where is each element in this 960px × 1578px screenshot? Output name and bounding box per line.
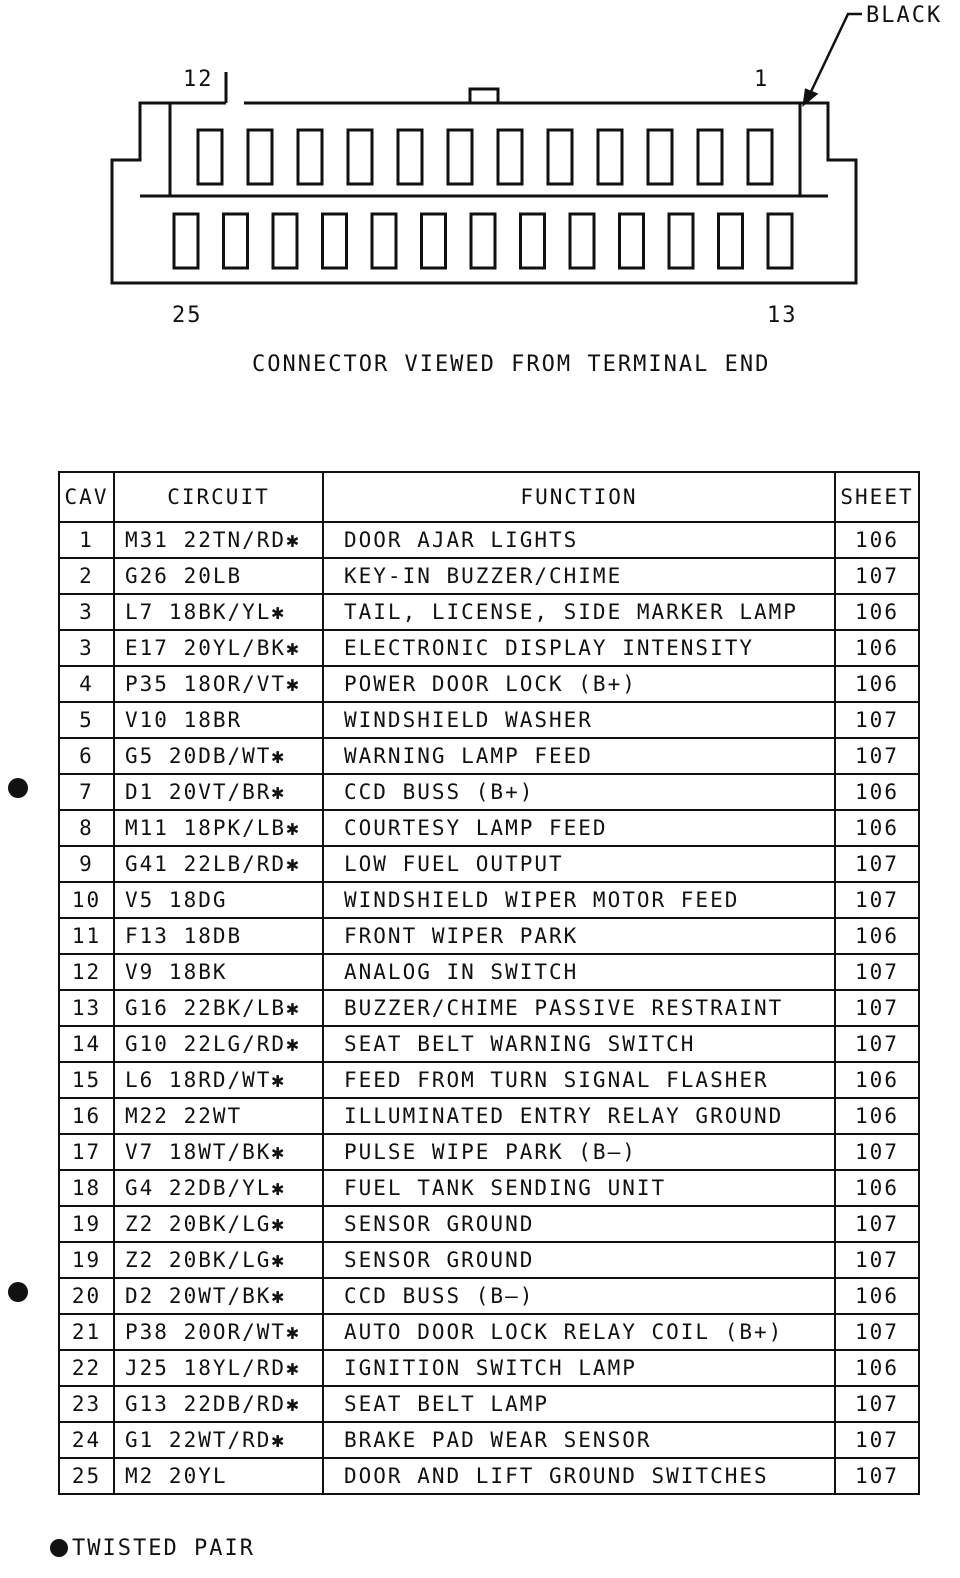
cell-function: FRONT WIPER PARK [323,918,835,954]
cell-sheet: 107 [835,1026,919,1062]
bottom-row-cavities [174,214,792,268]
table-row [59,630,919,666]
bottom-cavity [620,214,644,268]
cell-circuit: P38 20OR/WT✱ [114,1314,323,1350]
table-row [59,1350,919,1386]
cell-cav: 19 [59,1206,114,1242]
connector-color-label: BLACK [866,3,943,28]
cell-function: PULSE WIPE PARK (B–) [323,1134,835,1170]
cell-function: CCD BUSS (B–) [323,1278,835,1314]
cell-circuit: M2 20YL [114,1458,323,1494]
cell-function: ANALOG IN SWITCH [323,954,835,990]
cell-circuit: D1 20VT/BR✱ [114,774,323,810]
cell-function: SEAT BELT LAMP [323,1386,835,1422]
table-header-row [59,472,919,522]
bottom-cavity [323,214,347,268]
cell-sheet: 106 [835,918,919,954]
cell-sheet: 107 [835,1242,919,1278]
cell-circuit: L7 18BK/YL✱ [114,594,323,630]
top-cavity [398,130,422,184]
cell-cav: 2 [59,558,114,594]
cell-circuit: G1 22WT/RD✱ [114,1422,323,1458]
cell-sheet: 107 [835,1206,919,1242]
cell-circuit: M11 18PK/LB✱ [114,810,323,846]
table-row [59,666,919,702]
cell-circuit: M31 22TN/RD✱ [114,522,323,558]
connector-diagram [0,0,960,400]
header-sheet: SHEET [835,472,919,522]
cell-cav: 7 [59,774,114,810]
bottom-cavity [422,214,446,268]
cell-sheet: 106 [835,774,919,810]
cell-function: ELECTRONIC DISPLAY INTENSITY [323,630,835,666]
cell-circuit: G13 22DB/RD✱ [114,1386,323,1422]
table-row [59,1026,919,1062]
table-row [59,1170,919,1206]
top-cavity [748,130,772,184]
table-row [59,1242,919,1278]
legend [50,1536,255,1561]
table-row [59,1314,919,1350]
bottom-cavity [719,214,743,268]
pinout-table [58,471,920,1495]
cell-sheet: 106 [835,1278,919,1314]
cell-cav: 10 [59,882,114,918]
bottom-cavity [273,214,297,268]
cell-cav: 20 [59,1278,114,1314]
cell-sheet: 107 [835,1314,919,1350]
top-cavity [598,130,622,184]
cell-function: COURTESY LAMP FEED [323,810,835,846]
cell-function: BUZZER/CHIME PASSIVE RESTRAINT [323,990,835,1026]
cell-circuit: V5 18DG [114,882,323,918]
cell-cav: 9 [59,846,114,882]
pin-label-13: 13 [767,303,798,328]
top-row-cavities [198,130,772,184]
cell-sheet: 107 [835,882,919,918]
table-row [59,1062,919,1098]
bottom-cavity [224,214,248,268]
cell-cav: 17 [59,1134,114,1170]
cell-function: ILLUMINATED ENTRY RELAY GROUND [323,1098,835,1134]
cell-circuit: P35 18OR/VT✱ [114,666,323,702]
pin-label-25: 25 [172,303,203,328]
cell-cav: 15 [59,1062,114,1098]
cell-sheet: 106 [835,1062,919,1098]
table-row [59,1386,919,1422]
top-cavity [298,130,322,184]
cell-sheet: 106 [835,522,919,558]
cell-circuit: V9 18BK [114,954,323,990]
cell-cav: 5 [59,702,114,738]
table-row [59,738,919,774]
cell-circuit: Z2 20BK/LG✱ [114,1206,323,1242]
cell-circuit: L6 18RD/WT✱ [114,1062,323,1098]
cell-cav: 23 [59,1386,114,1422]
table-row [59,702,919,738]
cell-function: IGNITION SWITCH LAMP [323,1350,835,1386]
cell-function: SEAT BELT WARNING SWITCH [323,1026,835,1062]
cell-function: SENSOR GROUND [323,1206,835,1242]
cell-function: FEED FROM TURN SIGNAL FLASHER [323,1062,835,1098]
bottom-cavity [570,214,594,268]
header-circuit: CIRCUIT [114,472,323,522]
top-cavity [448,130,472,184]
cell-function: TAIL, LICENSE, SIDE MARKER LAMP [323,594,835,630]
table-row [59,846,919,882]
table-row [59,918,919,954]
cell-cav: 19 [59,1242,114,1278]
bottom-cavity [471,214,495,268]
cell-circuit: E17 20YL/BK✱ [114,630,323,666]
cell-circuit: G16 22BK/LB✱ [114,990,323,1026]
top-cavity [348,130,372,184]
connector-caption: CONNECTOR VIEWED FROM TERMINAL END [252,352,771,377]
cell-sheet: 106 [835,630,919,666]
cell-sheet: 106 [835,666,919,702]
cell-function: CCD BUSS (B+) [323,774,835,810]
cell-cav: 18 [59,1170,114,1206]
cell-function: SENSOR GROUND [323,1242,835,1278]
table-row [59,1206,919,1242]
cell-sheet: 106 [835,1350,919,1386]
cell-cav: 4 [59,666,114,702]
cell-function: WARNING LAMP FEED [323,738,835,774]
top-cavity [648,130,672,184]
cell-function: BRAKE PAD WEAR SENSOR [323,1422,835,1458]
cell-cav: 14 [59,1026,114,1062]
cell-function: DOOR AND LIFT GROUND SWITCHES [323,1458,835,1494]
legend-twisted-pair: TWISTED PAIR [72,1536,255,1561]
cell-cav: 12 [59,954,114,990]
cell-cav: 24 [59,1422,114,1458]
cell-circuit: G41 22LB/RD✱ [114,846,323,882]
top-cavity [498,130,522,184]
table-row [59,1134,919,1170]
cell-cav: 1 [59,522,114,558]
cell-circuit: G5 20DB/WT✱ [114,738,323,774]
twisted-pair-marker-icon [8,1282,28,1302]
twisted-pair-dot-icon [50,1539,68,1557]
bottom-cavity [669,214,693,268]
cell-sheet: 107 [835,558,919,594]
cell-sheet: 106 [835,1098,919,1134]
cell-sheet: 107 [835,1458,919,1494]
table-row [59,522,919,558]
top-cavity [698,130,722,184]
table-row [59,954,919,990]
header-function: FUNCTION [323,472,835,522]
cell-cav: 3 [59,594,114,630]
table-row [59,810,919,846]
table-row [59,558,919,594]
cell-cav: 8 [59,810,114,846]
cell-circuit: G26 20LB [114,558,323,594]
table-row [59,1422,919,1458]
cell-function: LOW FUEL OUTPUT [323,846,835,882]
cell-sheet: 106 [835,1170,919,1206]
cell-function: WINDSHIELD WIPER MOTOR FEED [323,882,835,918]
cell-cav: 22 [59,1350,114,1386]
cell-cav: 3 [59,630,114,666]
pin-label-1: 1 [754,67,770,92]
black-color-pointer [804,14,862,104]
top-cavity [548,130,572,184]
cell-sheet: 107 [835,1134,919,1170]
table-row [59,594,919,630]
top-cavity [198,130,222,184]
cell-sheet: 107 [835,846,919,882]
top-cavity [248,130,272,184]
bottom-cavity [521,214,545,268]
cell-circuit: G4 22DB/YL✱ [114,1170,323,1206]
cell-sheet: 107 [835,990,919,1026]
cell-function: WINDSHIELD WASHER [323,702,835,738]
cell-circuit: F13 18DB [114,918,323,954]
cell-cav: 21 [59,1314,114,1350]
cell-cav: 16 [59,1098,114,1134]
pin-label-12: 12 [183,67,214,92]
twisted-pair-marker-icon [8,778,28,798]
bottom-cavity [174,214,198,268]
header-cav: CAV [59,472,114,522]
table-row [59,774,919,810]
table-row [59,882,919,918]
cell-cav: 11 [59,918,114,954]
cell-cav: 13 [59,990,114,1026]
cell-sheet: 107 [835,702,919,738]
table-row [59,1278,919,1314]
cell-function: FUEL TANK SENDING UNIT [323,1170,835,1206]
table-row [59,1098,919,1134]
bottom-cavity [372,214,396,268]
cell-circuit: J25 18YL/RD✱ [114,1350,323,1386]
table-row [59,990,919,1026]
cell-circuit: V10 18BR [114,702,323,738]
bottom-cavity [768,214,792,268]
cell-sheet: 107 [835,1422,919,1458]
table-row [59,1458,919,1494]
cell-sheet: 107 [835,954,919,990]
cell-cav: 25 [59,1458,114,1494]
cell-circuit: M22 22WT [114,1098,323,1134]
cell-function: AUTO DOOR LOCK RELAY COIL (B+) [323,1314,835,1350]
cell-function: DOOR AJAR LIGHTS [323,522,835,558]
cell-circuit: Z2 20BK/LG✱ [114,1242,323,1278]
cell-circuit: G10 22LG/RD✱ [114,1026,323,1062]
cell-circuit: D2 20WT/BK✱ [114,1278,323,1314]
cell-sheet: 106 [835,810,919,846]
cell-sheet: 106 [835,594,919,630]
cell-cav: 6 [59,738,114,774]
cell-sheet: 107 [835,738,919,774]
cell-circuit: V7 18WT/BK✱ [114,1134,323,1170]
cell-sheet: 107 [835,1386,919,1422]
cell-function: KEY-IN BUZZER/CHIME [323,558,835,594]
cell-function: POWER DOOR LOCK (B+) [323,666,835,702]
